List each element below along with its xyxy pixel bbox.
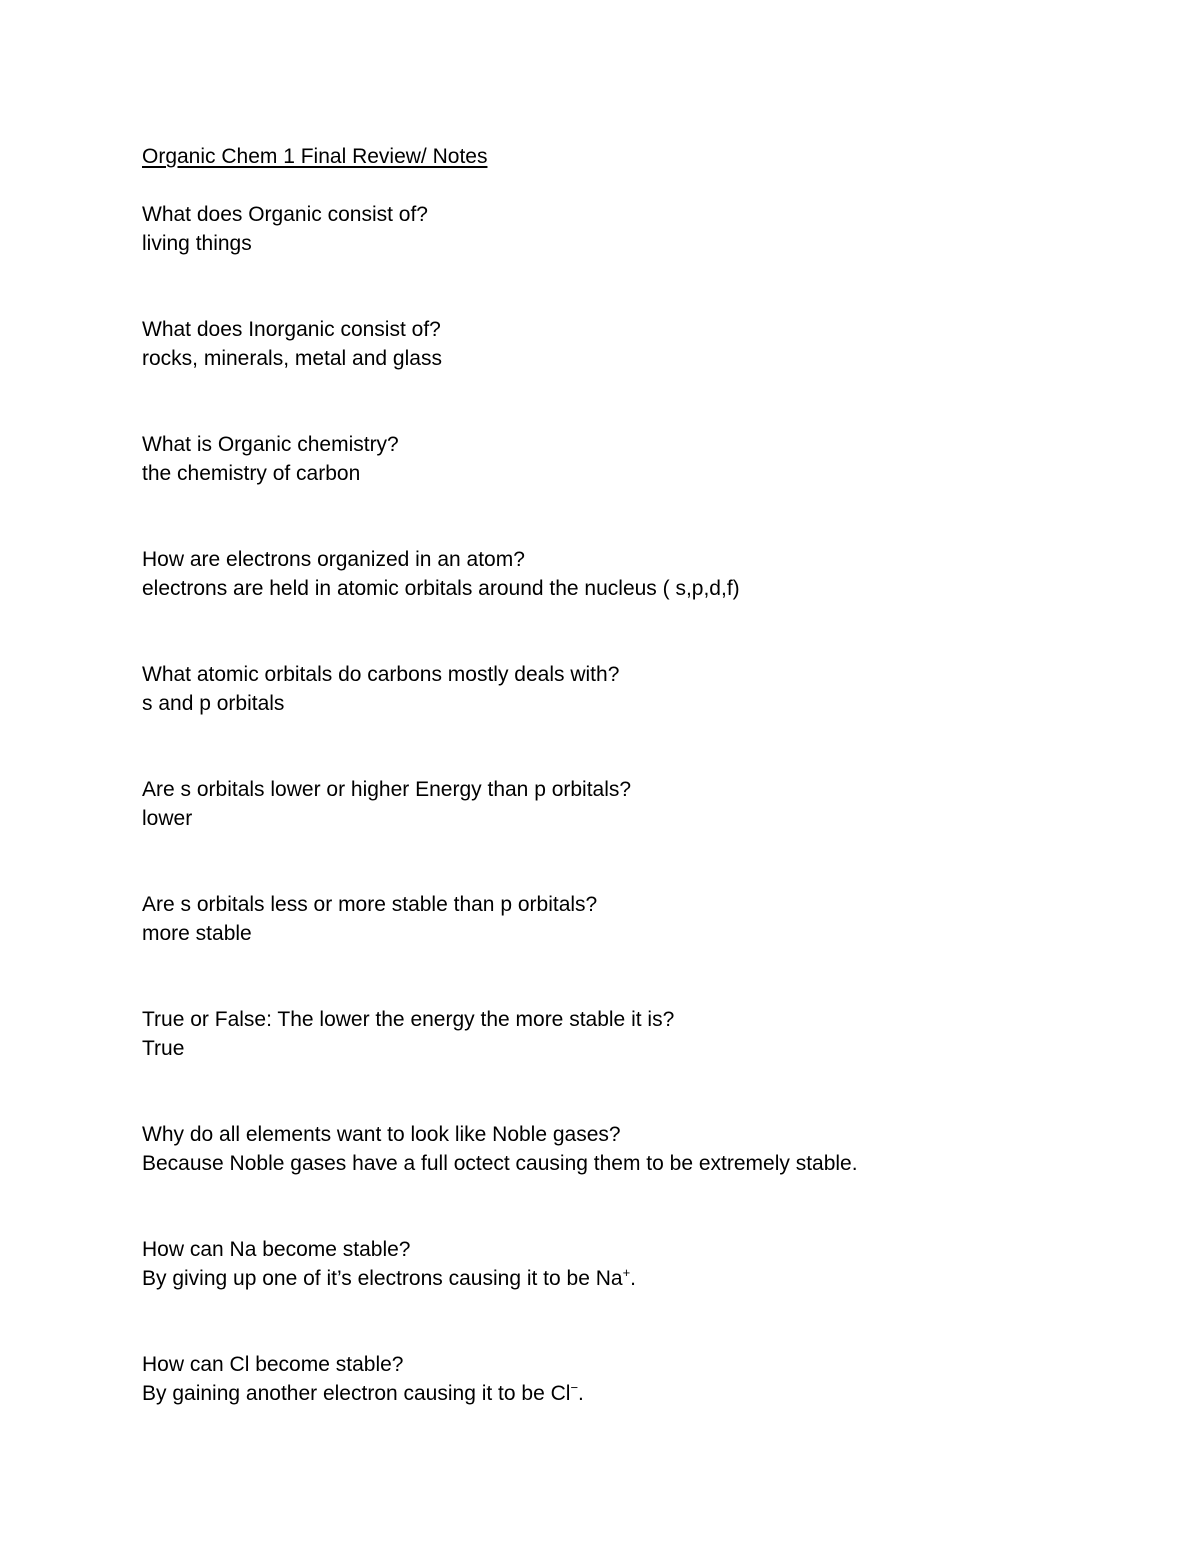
question-text: What does Inorganic consist of? bbox=[142, 318, 441, 341]
answer-text bbox=[142, 1264, 1122, 1293]
qa-item bbox=[142, 1235, 1122, 1293]
question-text: Are s orbitals lower or higher Energy than p orbitals? bbox=[142, 778, 632, 801]
question-text: How can Na become stable? bbox=[142, 1238, 411, 1261]
answer-text: living things bbox=[142, 232, 252, 255]
qa-item bbox=[142, 1350, 1122, 1408]
answer-text: rocks, minerals, metal and glass bbox=[142, 347, 442, 370]
answer-text-end: . bbox=[578, 1382, 584, 1405]
qa-item bbox=[142, 660, 1122, 718]
question-text: How are electrons organized in an atom? bbox=[142, 548, 525, 571]
answer-text: Because Noble gases have a full octect causing them to be extremely stable. bbox=[142, 1152, 858, 1175]
answer-text: True bbox=[142, 1037, 185, 1060]
qa-item bbox=[142, 430, 1122, 488]
question-text: Are s orbitals less or more stable than p orbitals? bbox=[142, 893, 598, 916]
question-text: What is Organic chemistry? bbox=[142, 433, 399, 456]
answer-text: s and p orbitals bbox=[142, 692, 285, 715]
answer-text: electrons are held in atomic orbitals around the nucleus ( s,p,d,f) bbox=[142, 577, 740, 600]
answer-text: lower bbox=[142, 807, 193, 830]
answer-text: more stable bbox=[142, 922, 252, 945]
answer-text bbox=[142, 1379, 1122, 1408]
ion-charge-superscript: − bbox=[570, 1380, 579, 1395]
qa-item bbox=[142, 1120, 1122, 1178]
qa-item bbox=[142, 545, 1122, 603]
question-text: What atomic orbitals do carbons mostly deals with? bbox=[142, 663, 620, 686]
question-text: How can Cl become stable? bbox=[142, 1353, 404, 1376]
question-text: What does Organic consist of? bbox=[142, 203, 428, 226]
qa-item bbox=[142, 890, 1122, 948]
answer-text: the chemistry of carbon bbox=[142, 462, 361, 485]
ion-charge-superscript: + bbox=[622, 1265, 631, 1280]
question-text: Why do all elements want to look like Noble gases? bbox=[142, 1123, 621, 1146]
document-title: Organic Chem 1 Final Review/ Notes bbox=[142, 145, 488, 168]
qa-item bbox=[142, 315, 1122, 373]
qa-item bbox=[142, 1005, 1122, 1063]
question-text: True or False: The lower the energy the more stable it is? bbox=[142, 1008, 675, 1031]
qa-item bbox=[142, 200, 1122, 258]
answer-text-end: . bbox=[630, 1267, 636, 1290]
answer-text-main: By gaining another electron causing it to be Cl bbox=[142, 1382, 571, 1405]
qa-item bbox=[142, 775, 1122, 833]
answer-text-main: By giving up one of it’s electrons causing it to be Na bbox=[142, 1267, 623, 1290]
